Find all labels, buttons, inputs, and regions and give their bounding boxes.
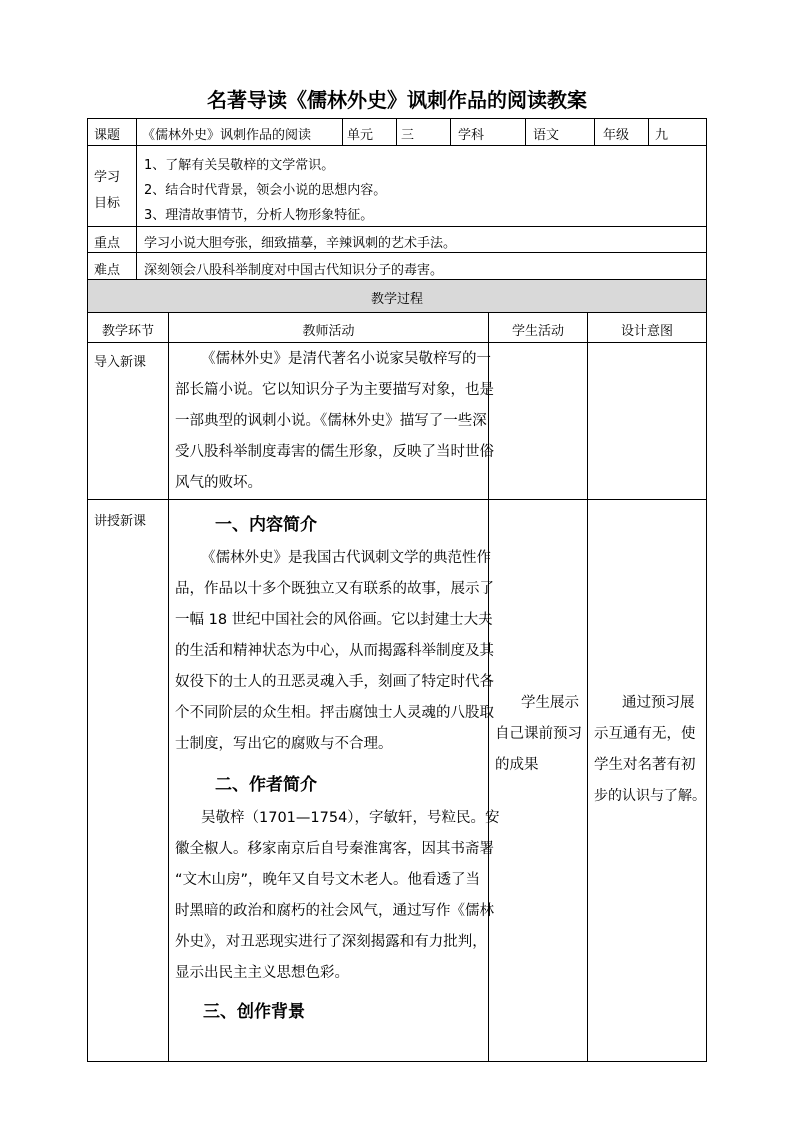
author-line: 显示出民主主义思想色彩。	[175, 965, 349, 981]
intro-stage-cell	[87, 342, 169, 500]
lecture-intent-cell	[587, 499, 707, 1062]
difficulty-label-cell	[87, 252, 137, 280]
intro-intent-cell	[587, 342, 707, 500]
lecture-teacher-cell	[168, 499, 500, 1062]
lecture-stage-cell	[87, 499, 169, 1062]
grade-label-cell	[594, 118, 649, 146]
content-line: 《儒林外史》是我国古代讽刺文学的典范性作	[201, 550, 491, 566]
content-line: 奴役下的士人的丑恶灵魂入手，刻画了特定时代各	[175, 674, 494, 690]
key-point-label-cell	[87, 226, 137, 253]
intent-line: 学生对名著有初	[594, 757, 696, 773]
goal-item: 2、结合时代背景，领会小说的思想内容。	[144, 183, 387, 198]
col-teacher-header	[168, 312, 489, 343]
key-point-value: 学习小说大胆夸张，细致描摹，辛辣讽刺的艺术手法。	[144, 236, 457, 251]
intro-line: 《儒林外史》是清代著名小说家吴敬梓写的一	[201, 351, 491, 367]
section-heading-author: 二、作者简介	[215, 775, 317, 795]
author-line: 外史》，对丑恶现实进行了深刻揭露和有力批判，	[175, 934, 487, 950]
grade-label: 年级	[603, 128, 630, 143]
content-line: 品，作品以十多个既独立又有联系的故事，展示了	[175, 581, 494, 597]
intro-line: 部长篇小说。它以知识分子为主要描写对象，也是	[175, 382, 494, 398]
goals-content-cell	[136, 145, 707, 227]
goal-item: 1、了解有关吴敬梓的文学常识。	[144, 158, 335, 173]
unit-label-cell	[342, 118, 397, 146]
content-line: 一幅 18 世纪中国社会的风俗画。它以封建士大夫	[175, 612, 493, 628]
process-header: 教学过程	[370, 292, 423, 307]
section-heading-background: 三、创作背景	[203, 1002, 305, 1022]
goals-label-line1: 学习	[94, 170, 121, 185]
unit-value: 三	[401, 128, 415, 143]
student-activity-line: 自己课前预习	[495, 726, 582, 742]
col-stage-label: 教学环节	[101, 324, 154, 339]
goal-item: 3、理清故事情节，分析人物形象特征。	[144, 208, 374, 223]
intro-line: 一部典型的讽刺小说。《儒林外史》描写了一些深	[175, 413, 487, 429]
topic-label: 课题	[94, 128, 121, 143]
intent-line: 通过预习展	[622, 695, 695, 711]
lecture-student-cell	[488, 499, 588, 1062]
grade-value-cell	[648, 118, 707, 146]
process-header-cell	[87, 279, 707, 313]
col-teacher-label: 教师活动	[302, 324, 355, 339]
goals-label-line2: 目标	[94, 196, 121, 211]
col-stage-header	[87, 312, 169, 343]
intro-line: 风气的败坏。	[175, 475, 262, 491]
col-intent-header	[587, 312, 707, 343]
unit-label: 单元	[347, 128, 374, 143]
document-title: 名著导读《儒林外史》讽刺作品的阅读教案	[207, 88, 587, 112]
difficulty-value-cell	[136, 252, 707, 280]
key-point-value-cell	[136, 226, 707, 253]
intro-teacher-cell	[168, 342, 494, 500]
lecture-stage: 讲授新课	[94, 514, 147, 529]
subject-value-cell	[525, 118, 595, 146]
col-student-label: 学生活动	[511, 324, 564, 339]
unit-value-cell	[396, 118, 451, 146]
student-activity-line: 学生展示	[521, 695, 579, 711]
key-point-label: 重点	[94, 236, 121, 251]
intro-line: 受八股科举制度毒害的儒生形象，反映了当时世俗	[175, 444, 494, 460]
topic-label-cell	[87, 118, 137, 146]
intro-stage: 导入新课	[94, 355, 147, 370]
intro-student-cell	[488, 342, 588, 500]
intent-line: 示互通有无，使	[594, 726, 696, 742]
content-line: 的生活和精神状态为中心，从而揭露科举制度及其	[175, 643, 494, 659]
intent-line: 步的认识与了解。	[594, 788, 706, 804]
author-line: 吴敬梓（1701—1754），字敏轩，号粒民。安	[201, 810, 500, 826]
col-intent-label: 设计意图	[620, 324, 673, 339]
subject-value: 语文	[533, 128, 560, 143]
difficulty-value: 深刻领会八股科举制度对中国古代知识分子的毒害。	[144, 263, 444, 278]
topic-value: 《儒林外史》讽刺作品的阅读	[142, 128, 312, 143]
content-line: 士制度，写出它的腐败与不合理。	[175, 736, 393, 752]
author-line: 时黑暗的政治和腐朽的社会风气，通过写作《儒林	[175, 903, 494, 919]
subject-label: 学科	[458, 128, 485, 143]
grade-value: 九	[655, 128, 669, 143]
author-line: “文木山房”，晚年又自号文木老人。他看透了当	[175, 872, 481, 888]
subject-label-cell	[450, 118, 526, 146]
student-activity-line: 的成果	[495, 757, 539, 773]
col-student-header	[488, 312, 588, 343]
author-line: 徽全椒人。移家南京后自号秦淮寓客，因其书斋署	[175, 841, 494, 857]
difficulty-label: 难点	[94, 263, 121, 278]
topic-value-cell	[136, 118, 343, 146]
section-heading-content: 一、内容简介	[215, 515, 317, 535]
goals-label-cell	[87, 145, 137, 227]
content-line: 个不同阶层的众生相。抨击腐蚀士人灵魂的八股取	[175, 705, 494, 721]
